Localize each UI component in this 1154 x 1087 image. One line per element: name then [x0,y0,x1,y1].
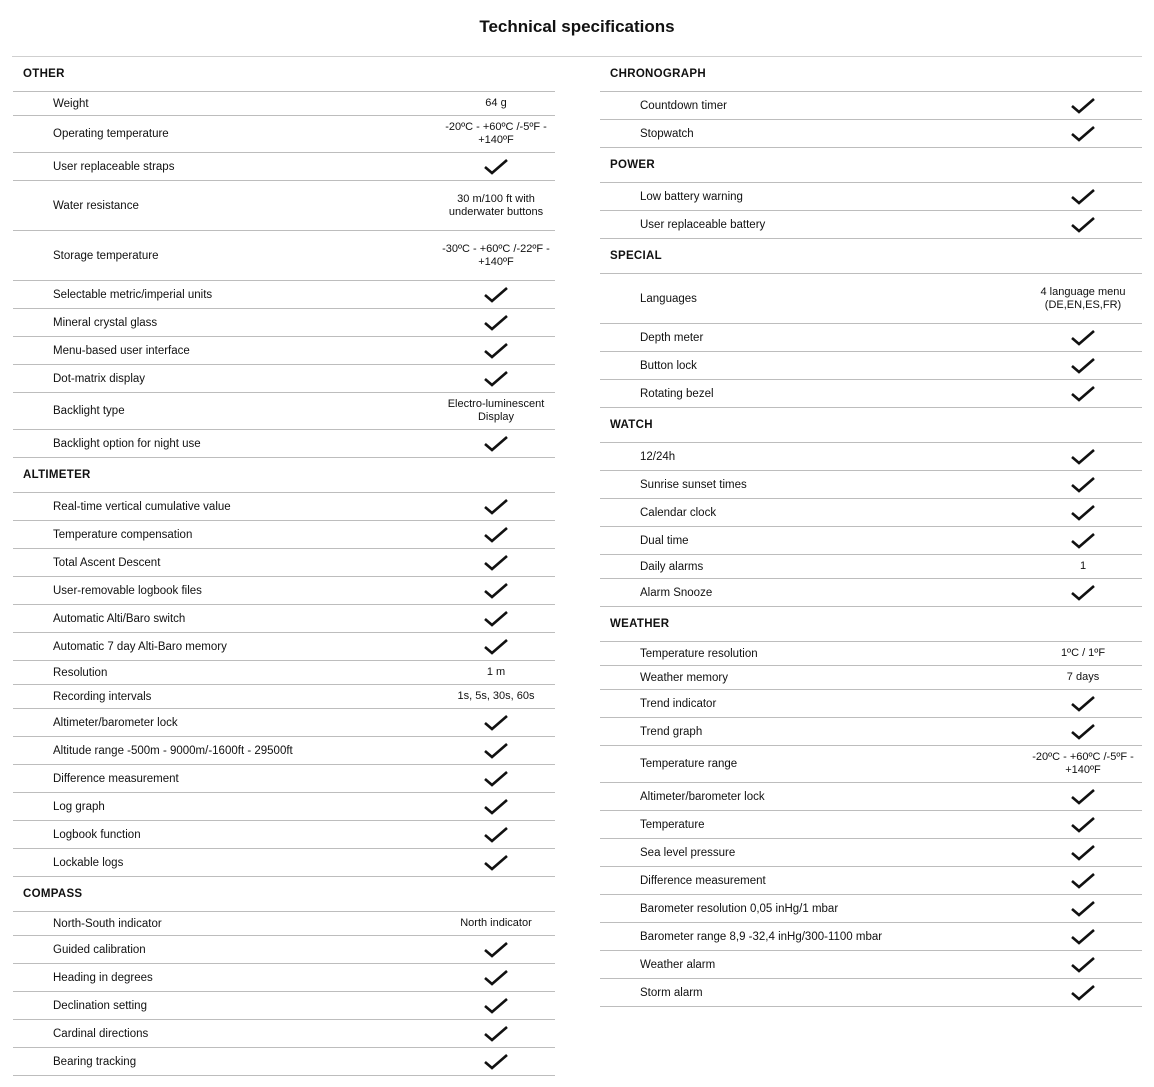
section-heading-weather: WEATHER [600,607,1142,642]
spec-row [13,737,555,765]
checkmark-icon [1024,900,1142,918]
section-heading-compass: COMPASS [13,877,555,912]
spec-row [13,577,555,605]
checkmark-icon [437,370,555,388]
checkmark-icon [1024,532,1142,550]
spec-row [600,183,1142,211]
checkmark-icon [437,854,555,872]
spec-value: 30 m/100 ft with underwater buttons [448,192,544,218]
spec-label: User replaceable battery [640,218,766,231]
spec-label: Barometer resolution 0,05 inHg/1 mbar [640,902,839,915]
spec-row [13,1048,555,1076]
spec-row [600,811,1142,839]
spec-label: Dual time [640,534,689,547]
spec-label: 12/24h [640,450,676,463]
checkmark-icon [437,714,555,732]
checkmark-icon [1024,984,1142,1002]
spec-label: Resolution [53,666,108,679]
checkmark-icon [437,770,555,788]
spec-label: Cardinal directions [53,1027,149,1040]
spec-value: 4 language menu (DE,EN,ES,FR) [1040,285,1126,311]
spec-label: Storage temperature [53,249,159,262]
spec-row [13,849,555,877]
checkmark-icon [1024,788,1142,806]
spec-row [600,867,1142,895]
spec-row [600,352,1142,380]
spec-label: Weather alarm [640,958,716,971]
checkmark-icon [437,342,555,360]
spec-value: 7 days [1066,671,1100,683]
checkmark-icon [437,798,555,816]
spec-label: Storm alarm [640,986,703,999]
spec-value: 1 [1079,560,1087,572]
spec-row [13,661,555,685]
section-heading-chronograph: CHRONOGRAPH [600,57,1142,92]
spec-row [13,765,555,793]
spec-row [600,555,1142,579]
checkmark-icon [1024,385,1142,403]
section-heading-altimeter: ALTIMETER [13,458,555,493]
checkmark-icon [437,742,555,760]
spec-label: Altitude range -500m - 9000m/-1600ft - 29500ft [53,744,293,757]
spec-label: Difference measurement [53,772,179,785]
spec-label: Sunrise sunset times [640,478,747,491]
checkmark-icon [1024,695,1142,713]
checkmark-icon [437,826,555,844]
checkmark-icon [437,554,555,572]
spec-label: Total Ascent Descent [53,556,161,569]
spec-row [600,324,1142,352]
section-heading-watch: WATCH [600,408,1142,443]
spec-label: Backlight option for night use [53,437,201,450]
page-title: Technical specifications [479,17,675,36]
spec-row [13,605,555,633]
spec-value: 1ºC / 1ºF [1060,647,1106,659]
checkmark-icon [1024,816,1142,834]
spec-label: Difference measurement [640,874,766,887]
spec-row [600,923,1142,951]
spec-row [13,992,555,1020]
checkmark-icon [437,582,555,600]
spec-label: Weight [53,97,89,110]
spec-row [600,380,1142,408]
spec-label: Depth meter [640,331,704,344]
spec-label: Countdown timer [640,99,727,112]
spec-row [13,821,555,849]
checkmark-icon [1024,476,1142,494]
spec-row [600,443,1142,471]
spec-row [13,685,555,709]
spec-row [600,718,1142,746]
spec-row [13,116,555,153]
spec-row [13,92,555,116]
spec-label: Rotating bezel [640,387,714,400]
section-heading-other: OTHER [13,57,555,92]
section-heading-special: SPECIAL [600,239,1142,274]
spec-label: Lockable logs [53,856,124,869]
spec-label: Operating temperature [53,128,169,140]
spec-row [600,579,1142,607]
right-column [600,57,1142,1007]
spec-row [13,181,555,231]
spec-row [13,709,555,737]
checkmark-icon [1024,504,1142,522]
checkmark-icon [1024,448,1142,466]
spec-row [13,912,555,936]
spec-row [13,964,555,992]
spec-label: User-removable logbook files [53,584,202,597]
spec-label: Weather memory [640,671,728,684]
checkmark-icon [437,314,555,332]
spec-row [13,393,555,430]
checkmark-icon [437,1025,555,1043]
checkmark-icon [437,526,555,544]
spec-label: Temperature compensation [53,528,193,541]
spec-label: Barometer range 8,9 -32,4 inHg/300-1100 mbar [640,930,883,943]
spec-row [13,430,555,458]
checkmark-icon [437,1053,555,1071]
spec-label: Log graph [53,800,105,813]
spec-row [600,895,1142,923]
spec-row [600,211,1142,239]
checkmark-icon [437,969,555,987]
spec-label: Heading in degrees [53,971,153,984]
spec-row [600,690,1142,718]
spec-label: Automatic Alti/Baro switch [53,612,186,625]
spec-label: Logbook function [53,828,141,841]
spec-row [13,793,555,821]
checkmark-icon [437,158,555,176]
checkmark-icon [437,286,555,304]
spec-value: -20ºC - +60ºC /-5ºF - +140ºF [445,121,547,146]
spec-value: North indicator [460,917,532,929]
spec-row [600,951,1142,979]
checkmark-icon [437,941,555,959]
spec-value: -30ºC - +60ºC /-22ºF - +140ºF [442,242,550,268]
spec-label: Languages [640,292,697,305]
spec-row [600,839,1142,867]
checkmark-icon [1024,584,1142,602]
spec-label: Automatic 7 day Alti-Baro memory [53,640,227,653]
spec-label: Temperature [640,818,705,831]
spec-label: Guided calibration [53,943,146,956]
spec-label: Sea level pressure [640,846,736,859]
spec-label: Temperature range [640,758,738,770]
spec-label: Alarm Snooze [640,586,713,599]
checkmark-icon [437,997,555,1015]
spec-label: Altimeter/barometer lock [640,790,765,803]
spec-row [13,231,555,281]
spec-row [600,783,1142,811]
section-heading-power: POWER [600,148,1142,183]
spec-label: Trend graph [640,725,703,738]
checkmark-icon [437,498,555,516]
spec-row [600,499,1142,527]
checkmark-icon [1024,844,1142,862]
spec-label: Altimeter/barometer lock [53,716,178,729]
checkmark-icon [1024,872,1142,890]
spec-row [13,521,555,549]
spec-label: Menu-based user interface [53,344,190,357]
spec-row [600,471,1142,499]
spec-label: Recording intervals [53,690,152,703]
spec-label: User replaceable straps [53,160,175,173]
spec-value: Electro-luminescent Display [447,398,545,423]
spec-value: 1 m [486,666,506,678]
spec-row [600,979,1142,1007]
spec-label: Temperature resolution [640,647,758,660]
checkmark-icon [1024,216,1142,234]
checkmark-icon [1024,125,1142,143]
spec-row [13,281,555,309]
checkmark-icon [1024,329,1142,347]
spec-row [13,549,555,577]
checkmark-icon [1024,97,1142,115]
spec-label: Real-time vertical cumulative value [53,500,231,513]
checkmark-icon [437,638,555,656]
spec-row [600,642,1142,666]
spec-row [600,746,1142,783]
spec-value: 64 g [485,97,507,109]
spec-label: Daily alarms [640,560,704,573]
spec-row [600,92,1142,120]
spec-row [13,365,555,393]
spec-label: Bearing tracking [53,1055,137,1068]
spec-row [13,493,555,521]
checkmark-icon [1024,723,1142,741]
spec-row [600,120,1142,148]
spec-label: Selectable metric/imperial units [53,288,213,301]
spec-row [600,274,1142,324]
spec-row [600,527,1142,555]
spec-label: Trend indicator [640,697,717,710]
spec-label: Stopwatch [640,127,694,140]
spec-label: Button lock [640,359,697,372]
spec-row [13,936,555,964]
spec-value: -20ºC - +60ºC /-5ºF - +140ºF [1032,751,1134,776]
spec-row [13,1020,555,1048]
spec-row [13,309,555,337]
spec-label: Declination setting [53,999,147,1012]
checkmark-icon [1024,188,1142,206]
spec-label: North-South indicator [53,917,162,930]
spec-label: Water resistance [53,199,139,212]
checkmark-icon [437,610,555,628]
spec-label: Backlight type [53,405,125,417]
spec-row [13,153,555,181]
spec-label: Low battery warning [640,190,743,203]
spec-value: 1s, 5s, 30s, 60s [457,690,535,702]
checkmark-icon [1024,928,1142,946]
spec-label: Dot-matrix display [53,372,146,385]
checkmark-icon [1024,956,1142,974]
spec-row [13,633,555,661]
spec-label: Mineral crystal glass [53,316,158,329]
checkmark-icon [1024,357,1142,375]
spec-row [600,666,1142,690]
spec-row [13,337,555,365]
spec-label: Calendar clock [640,506,717,519]
left-column [13,57,555,1076]
checkmark-icon [437,435,555,453]
